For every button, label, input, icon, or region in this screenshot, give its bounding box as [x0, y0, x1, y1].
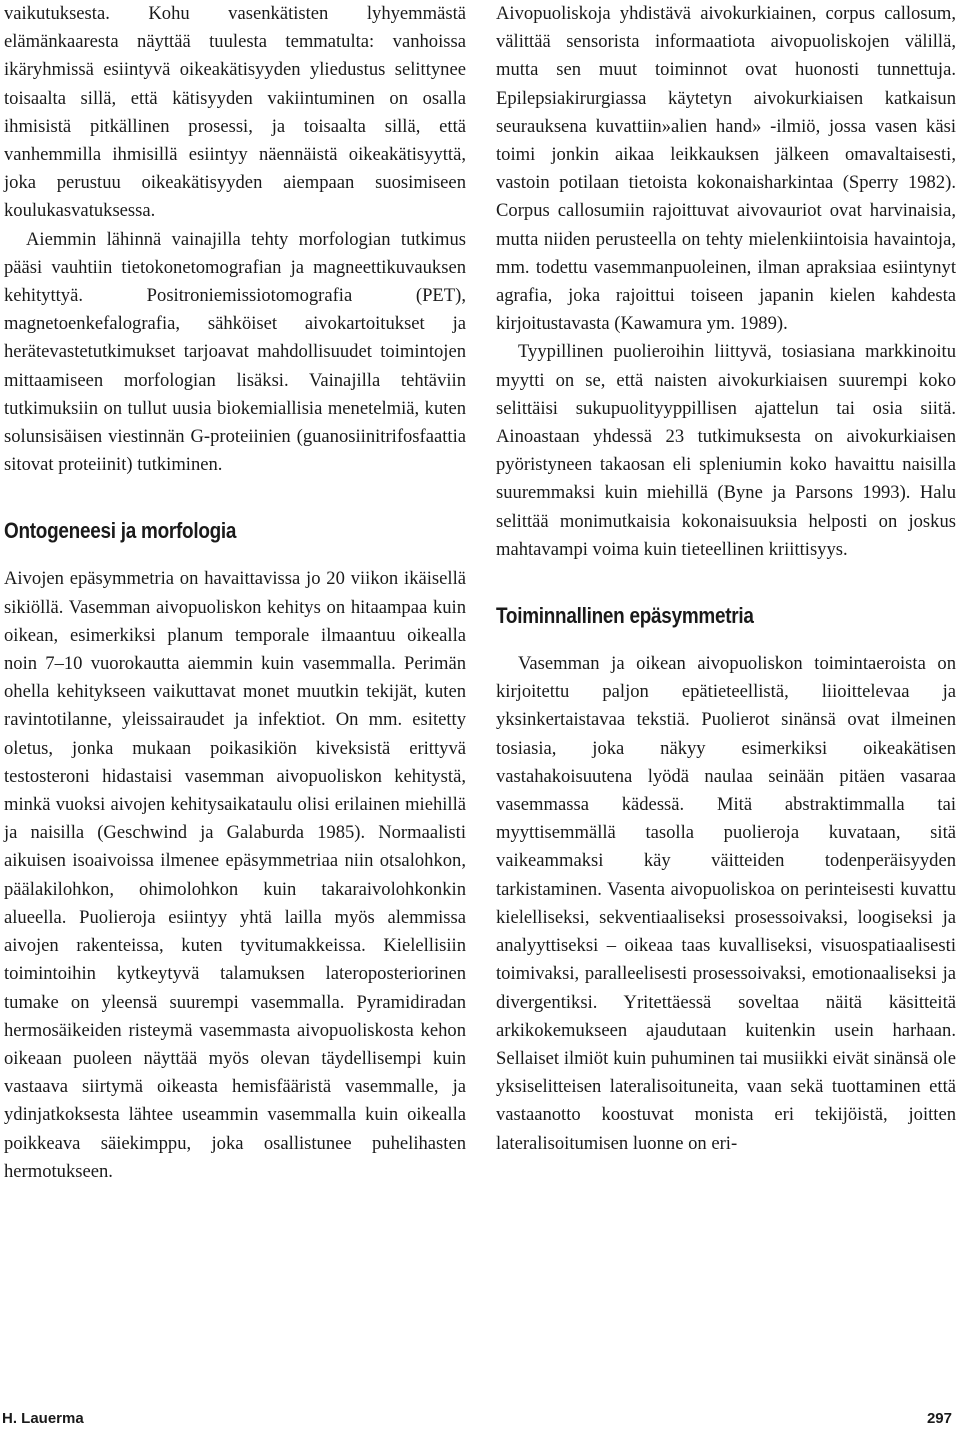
- right-column: [496, 0, 956, 1158]
- page-footer: [0, 1410, 960, 1430]
- page-number: 297: [926, 1410, 952, 1427]
- right-paragraph-3: Vasemman ja oikean aivopuoliskon toimintaeroista on kirjoitettu paljon epätieteellistä, liioittelevaa ja yksinkertaistavaa tekstiä. Puolierot sinänsä ovat ilmeinen tosiasia, joka näkyy esimerkiksi oikeakätisen vastahakoisuutena lyödä naulaa seinään pitäen vasaraa vasemmassa kädessä. Mitä abstraktimmalla tai myyttisemmällä tasolla puolieroja kuvataan, sitä vaikeammaksi käy väitteiden todenperäisyyden tarkistaminen. Vasenta aivopuoliskoa on perinteisesti kuvattu kielelliseksi, sekventiaaliseksi prosessoivaksi, loogiseksi ja analyyttiseksi – oikeaa taas kuvalliseksi, visuospatiaalisesti toimivaksi, paralleelisesti prosessoivaksi, emotionaaliseksi ja divergentiksi. Yritettäessä soveltaa näitä käsitteitä arkikokemukseen ajaudutaan kuitenkin usein harhaan. Sellaiset ilmiöt kuin puhuminen tai musiikki eivät sinänsä ole yksiselitteisen lateralisoituneita, vaan sekä tuottaminen että vastaanotto koostuvat monista eri tekijöistä, joitten lateralisoitumisen luonne on eri-: [496, 653, 956, 1154]
- left-paragraph-1: vaikutuksesta. Kohu vasenkätisten lyhyemmästä elämänkaaresta näyttää tuulesta temmatulta: vanhoissa ikäryhmissä esiintyvä oikeakätisyyden yliedustus selittynee toisaalta sillä, että kätisyyden vakiintuminen on osalla ihmisistä pitkällinen prosessi, ja toisaalta sillä, että vanhemmilla ihmisillä esiintyy näennäistä oikeakätisyyttä, joka perustuu oikeakätisyyden aiempaan suosimiseen koulukasvatuksessa.: [4, 3, 466, 222]
- left-paragraph-2: Aiemmin lähinnä vainajilla tehty morfologian tutkimus pääsi vauhtiin tietokonetomografian ja magneettikuvauksen kehityttyä. Positroniemissiotomografia (PET), magnetoenkefalografia, sähköiset aivokartoitukset ja herätevastetutkimukset tarjoavat mahdollisuudet toimintojen mittaamiseen morfologian lisäksi. Vainajilla tehtäviin tutkimuksiin on tullut uusia biokemiallisia menetelmiä, kuten solunsisäisen viestinnän G-proteiinien (guanosiinitrifosfaattia sitovat proteiinit) tutkiminen.: [4, 228, 466, 476]
- right-paragraph-1: Aivopuoliskoja yhdistävä aivokurkiainen, corpus callosum, välittää sensorista informaatiota aivopuoliskojen välillä, mutta sen muut toiminnot ovat huonosti tunnettuja. Epilepsiakirurgiassa käytetyn aivokurkiaisen katkaisun seurauksena kuvattiin»alien hand» -ilmiö, jossa vasen käsi toimi jonkin aikaa leikkauksen jälkeen omavaltaisesti, vastoin potilaan tietoista kokonaisharkintaa (Sperry 1982). Corpus callosumiin rajoittuvat aivovauriot ovat harvinaisia, mutta niiden perusteella on tehty mielenkiintoisia havaintoja, mm. todettu vasemmanpuoleinen, ilman apraksiaa esiintynyt agrafia, joka rajoittui toiseen japanin kielen kahdesta kirjoitustavasta (Kawamura ym. 1989).: [496, 3, 956, 335]
- left-paragraph-3: Aivojen epäsymmetria on havaittavissa jo 20 viikon ikäisellä sikiöllä. Vasemman aivopuoliskon kehitys on hitaampaa kuin oikean, esimerkiksi planum temporale ilmaantuu oikealla noin 7–10 vuorokautta aiemmin kuin vasemmalla. Perimän ohella kehitykseen vaikuttavat monet muutkin tekijät, kuten ravintotilanne, yleissairaudet ja infektiot. On mm. esitetty oletus, jonka mukaan poikasikiön kiveksistä erittyvä testosteroni hidastaisi vasemman aivopuoliskon kehitystä, minkä vuoksi aivojen kehitysaikataulu olisi erilainen miehillä ja naisilla (Geschwind ja Galaburda 1985). Normaalisti aikuisen isoaivoissa ilmenee epäsymmetriaa niin otsalohkon, päälakilohkon, ohimolohkon kuin takaraivolohkonkin alueella. Puolieroja esiintyy yhtä lailla myös alemmissa aivojen rakenteissa, kuten tyvitumakkeissa. Kielellisiin toimintoihin kytkeytyvä talamuksen lateroposteriorinen tumake on yleensä suurempi vasemmalla. Pyramidiradan hermosäikeiden risteymä vasemmasta aivopuoliskosta kehon oikeaan puoleen näyttää myös olevan täydellisempi kuin vastaava siirtymä oikeasta hemisfääristä vasemmalle, ja ydinjatkoksesta lähtee useammin vasemmalla kuin oikealla poikkeava säiekimppu, joka osallistunee puhelihasten hermotukseen.: [4, 568, 466, 1182]
- footer-author: H. Lauerma: [2, 1410, 84, 1427]
- section-heading-toiminnallinen: Toiminnallinen epäsymmetria: [496, 603, 754, 629]
- left-column: [4, 0, 466, 1186]
- section-heading-ontogeneesi: Ontogeneesi ja morfologia: [4, 518, 237, 544]
- right-paragraph-2: Tyypillinen puolieroihin liittyvä, tosiasiana markkinoitu myytti on se, että naisten aivokurkiaisen suurempi koko selittäisi sukupuolityyppillisen ajattelun tai osia siitä. Ainoastaan yhdessä 23 tutkimuksesta on aivokurkiaisen pyöristyneen takaosan eli spleniumin koko havaittu naisilla suuremmaksi kuin miehillä (Byne ja Parsons 1993). Halu selittää monimutkaisia kokonaisuuksia helposti on joskus mahtavampi voima kuin tieteellinen kriittisyys.: [496, 341, 956, 560]
